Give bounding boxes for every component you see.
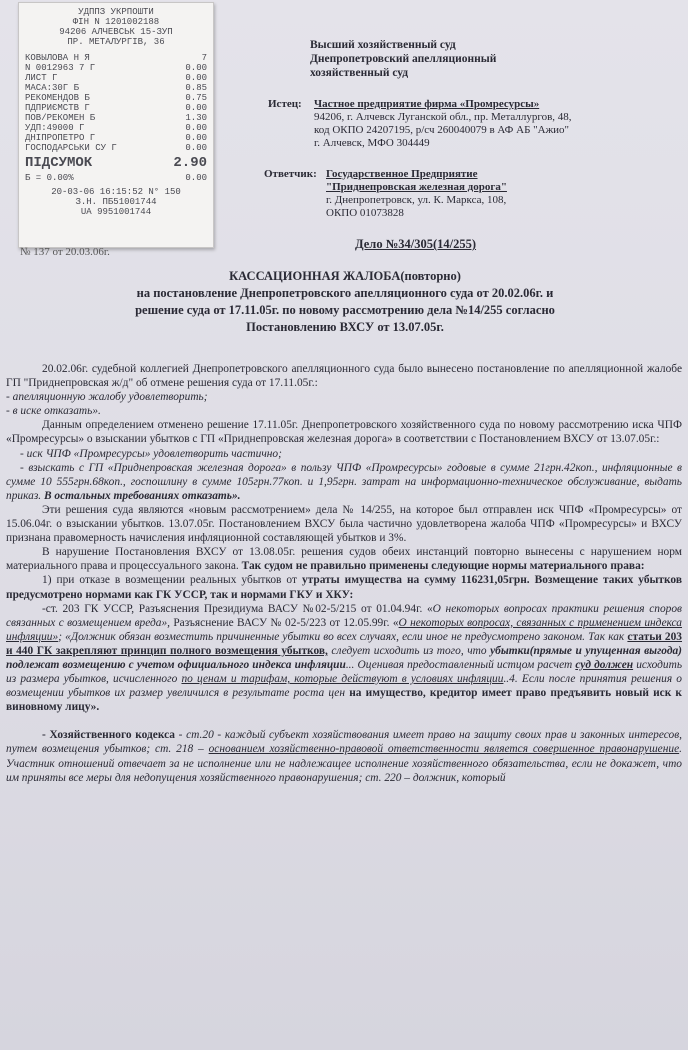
paragraph: Данным определением отменено решение 17.11.05г. Днепропетровского хозяйственного суда по новому рассмотрению иска ЧПФ «Промресурсы» о взыскании убытков с ГП «Приднепровская железная дорога» в соответствии с Постановлением ВХСУ от 13.07.05г.: (6, 419, 682, 446)
receipt-zn: З.Н. ПБ51001744 (75, 197, 157, 207)
receipt-line: ПР. МЕТАЛУРГІВ, 36 (67, 37, 165, 47)
case-number: Дело №34/305(14/255) (355, 237, 477, 251)
receipt-vat: Б = 0.00% 0.00 (25, 173, 207, 183)
receipt-line: ФІН N 1201002188 (72, 17, 160, 27)
receipt-item: РЕКОМЕНДОВ Б 0.75 (25, 93, 207, 103)
paragraph: - Хозяйственного кодекса - ст.20 - каждый субъект хозяйствования имеет право на защиту своих прав и законных интересов, путем возмещения убытков; ст. 218 – основанием хозяйственно-правовой ответственности является совершенное правонарушение. Участник отношений отвечает за не исполнение или не надлежащее исполнение хозяйственного обязательства, если не докажет, что им приняты все меры для недопущения хозяйственного правонарушения; ст. 220 – должник, который (6, 729, 682, 784)
receipt-item: УДП:49000 Г 0.00 (25, 123, 207, 133)
receipt-item: ГОСПОДАРСЬКИ СУ Г 0.00 (25, 143, 207, 153)
receipt-ua: UA 9951001744 (80, 207, 152, 217)
paragraph: 20.02.06г. судебной коллегией Днепропетровского апелляционного суда было вынесено постановление по апелляционной жалобе ГП "Приднепровская ж/д" об отмене решения суда от 17.11.05г.: (6, 363, 682, 390)
defendant-name-2: "Приднепровская железная дорога" (326, 181, 507, 193)
plaintiff-name: Частное предприятие фирма «Промресурсы» (314, 98, 540, 110)
paragraph: Эти решения суда являются «новым рассмотрением» дела № 14/255, на которое был отправлен иск ЧПФ «Промресурсы» от 15.06.04г. о взыскании убытков. 13.07.05г. Постановлением ВХСУ была частично удовлетворена жалоба ЧПФ «Промресурсы» и ВХСУ признана правомерность начисления инфляционной составляющей убытков и 3%. (6, 503, 682, 545)
court-addressee: Высший хозяйственный суд Днепропетровский апелляционный хозяйственный суд (310, 39, 497, 79)
outgoing-number: № 137 от 20.03.06г. (20, 246, 110, 258)
paragraph: -ст. 203 ГК УССР, Разъяснения Президиума ВАСУ №02-5/215 от 01.04.94г. «О некоторых вопросах практики решения споров связанных с возмещением вреда», Разъяснение ВАСУ № 02-5/223 от 12.05.99г. «О некоторых вопросах, связанных с применением индекса инфляции»; «Должник обязан возместить причиненные убытки во всех случаях, если иное не предусмотрено законом. Так как статьи 203 и 440 ГК закрепляют принцип полного возмещения убытков, следует исходить из того, что убытки(прямые и упущенная выгода) подлежат возмещению с учетом официального индекса инфляции... Оценивая предоставленный истцом расчет суд должен исходить из размера убытков, исчисленного по ценам и тарифам, которые действуют в условиях инфляции..4. Если после принятия решения о возмещении убытков их размер увеличился в результате роста цен на имущество, кредитор имеет право предъявить новый иск к виновному лицу». (6, 602, 682, 714)
receipt-item: ПДПРИЄМСТВ Г 0.00 (25, 103, 207, 113)
receipt-item: ПОВ/РЕКОМЕН Б 1.30 (25, 113, 207, 123)
postal-receipt (18, 2, 214, 248)
plaintiff-block: Истец: Частное предприятие фирма «Промресурсы» 94206, г. Алчевск Луганской обл., пр. Металлургов, 48, код ОКПО 24207195, р/сч 260040079 в АФ АБ "Ажио" г. Алчевск, МФО 304449 (268, 98, 678, 158)
paragraph: - апелляционную жалобу удовлетворить; (6, 391, 208, 404)
receipt-item: МАСА:30Г Б 0.85 (25, 83, 207, 93)
paragraph: 1) при отказе в возмещении реальных убытков от утраты имущества на сумму 116231,05грн. Возмещение таких убытков предусмотрено нормами как ГК УССР, так и нормами ГКУ и ХКУ: (6, 574, 682, 601)
paragraph: - в иске отказать». (6, 405, 101, 418)
defendant-label: Ответчик: (264, 168, 317, 180)
receipt-item: N 0012963 7 Г 0.00 (25, 63, 207, 73)
plaintiff-label: Истец: (268, 98, 302, 110)
receipt-datetime: 20-03-06 16:15:52 N° 150 (51, 187, 181, 197)
receipt-item: ЛИСТ Г 0.00 (25, 73, 207, 83)
defendant-name: Государственное Предприятие (326, 168, 478, 180)
receipt-line: 94206 АЛЧЕВСЬК 15-ЗУП (59, 27, 173, 37)
receipt-item: ДНІПРОПЕТРО Г 0.00 (25, 133, 207, 143)
document-title: КАССАЦИОННАЯ ЖАЛОБА(повторно) на постановление Днепропетровского апелляционного суда от 20.02.06г. и решение суда от 17.11.05г. по новому рассмотрению дела №14/255 согласно Постановлению ВХСУ от 13.07.05г. (135, 269, 555, 334)
receipt-operator: КОВЫЛОВА Н Я 7 (25, 53, 207, 63)
defendant-block: Ответчик: Государственное Предприятие "Приднепровская железная дорога" г. Днепропетровск, ул. К. Маркса, 108, ОКПО 01073828 (264, 168, 678, 228)
document-body (6, 362, 682, 785)
receipt-line: УДППЗ УКРПОШТИ (78, 7, 154, 17)
paragraph: - взыскать с ГП «Приднепровская железная дорога» в пользу ЧПФ «Промресурсы» годовые в сумме 21грн.42коп., инфляционные в сумме 10 555грн.68коп., госпошлину в сумме 105грн.77коп. и 1,95грн. затрат на информационно-техническое обслуживание, выдать приказ. В остальных требованиях отказать». (6, 461, 682, 502)
paragraph: - иск ЧПФ «Промресурсы» удовлетворить частично; (20, 447, 282, 460)
receipt-total: ПІДСУМОК 2.90 (25, 155, 207, 171)
paragraph: В нарушение Постановления ВХСУ от 13.08.05г. решения судов обеих инстанций повторно вынесены с нарушением норм материального права и процессуального закона. Так судом не правильно применены следующие нормы материального права: (6, 546, 682, 573)
